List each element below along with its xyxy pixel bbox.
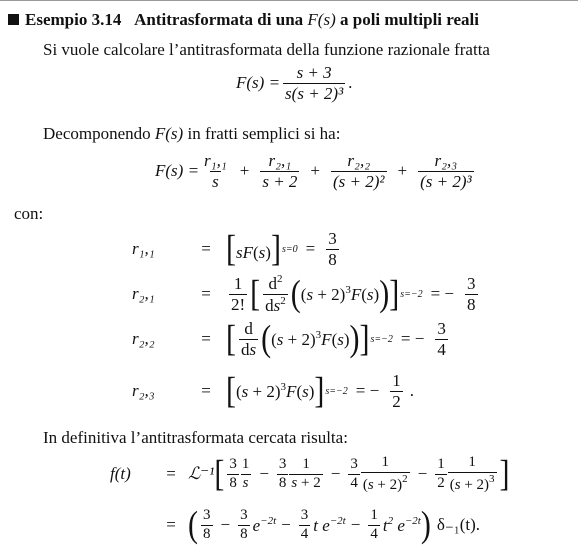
residue-4-lhs: r₂,₃ <box>132 381 155 401</box>
definitiva-text: In definitiva l’antitrasformata cercata risulta: <box>43 428 348 447</box>
ft-line-1: f(t) = ℒ⁻¹ [ $\frac{3}{8}$ $\frac{1}{s}$ − $\frac{3}{8}$ $\frac{1}{s + 2}$ − $\frac{3}{4}$ $\frac{1}{(s + 2)^2}$ − $\frac{1}{2}$ $\frac{1}{(s + 2)^3}$ ] <box>110 453 510 495</box>
eq2-term-1 <box>202 152 229 191</box>
eq2-term-1-den: s <box>212 171 219 191</box>
plus-sign: + <box>310 161 321 181</box>
eq2-term-3-den: (s + 2)² <box>333 171 385 191</box>
eq2-term-1-num: r₁,₁ <box>204 151 227 170</box>
equation-F <box>236 64 352 103</box>
residue-1-value-num: 3 <box>328 229 337 248</box>
residue-row-4: r₂,₃ = [ $(s + 2)^3F(s)$ ] s=−2 = − $\frac{1}{2}$ . <box>132 370 414 412</box>
residue-2-lhs: r₂,₁ <box>132 284 155 304</box>
decomposition-text <box>43 124 340 144</box>
plus-sign: + <box>397 161 408 181</box>
ft-line-2: = ( $\frac{3}{8}$ − $\frac{3}{8}$ $e^{-2t}$ − $\frac{3}{4}$ t $e^{-2t}$ − $\frac{1}{4}$ $t^2$ $e^{-2t}$ ) δ₋₁(t). <box>154 508 480 543</box>
eq2-lhs: F(s) = <box>155 161 200 181</box>
ft-equals: = <box>166 464 176 484</box>
residue-2-value-num: 3 <box>467 274 476 293</box>
eq2-term-2-den: s + 2 <box>262 171 298 191</box>
residue-4-value <box>390 372 403 411</box>
decomp-math: F(s) <box>154 124 184 143</box>
residue-3-eval: s=−2 <box>370 333 393 345</box>
eq1-denominator: s(s + 2)³ <box>285 83 344 103</box>
ft-equals-2: = <box>166 515 176 535</box>
residue-2-value-den: 8 <box>467 294 476 314</box>
residue-4-eval: s=−2 <box>325 385 348 397</box>
example-title-math: F(s) <box>307 10 336 29</box>
eq1-period: . <box>348 73 353 93</box>
residue-row-1: r₁,₁ = [sF(s)] s=0 = $\frac{3}{8}$ <box>132 228 337 270</box>
example-title-prefix: Antitrasformata di una <box>134 10 308 29</box>
residue-4-value-den: 2 <box>392 391 401 411</box>
residue-3-lhs: r₂,₂ <box>132 329 155 349</box>
eq2-term-3-num: r₂,₂ <box>347 151 371 170</box>
example-heading <box>8 10 479 30</box>
residue-1-eval: s=0 <box>281 243 298 255</box>
eq2-term-2 <box>260 152 299 191</box>
laplace-inverse: ℒ⁻¹ <box>188 464 215 484</box>
decomp-suffix: in fratti semplici si ha: <box>183 124 341 143</box>
residue-3-value-num: 3 <box>437 319 446 338</box>
example-title-suffix: a poli multipli reali <box>335 10 479 29</box>
residue-2-eval: s=−2 <box>400 288 423 300</box>
residue-3-value-den: 4 <box>437 339 446 359</box>
residue-row-2: r₂,₁ = $\frac{1}{2!}$ [ $\frac{d^2}{ds^2}$ ( $(s + 2)^3F(s)$ ) ] s=−2 = − $\frac{3}{8}$ <box>132 273 476 315</box>
eq2-term-2-num: r₂,₁ <box>268 151 292 170</box>
residue-4-value-num: 1 <box>392 371 401 390</box>
unit-step: δ₋₁(t). <box>436 515 481 535</box>
eq2-term-3 <box>331 152 387 191</box>
residue-1-lhs: r₁,₁ <box>132 239 155 259</box>
eq2-term-4-num: r₂,₃ <box>434 151 458 170</box>
eq1-fraction <box>283 64 345 103</box>
heading-square-bullet <box>8 14 19 25</box>
top-rule <box>0 0 578 1</box>
eq1-numerator: s + 3 <box>296 63 332 82</box>
decomp-prefix: Decomponendo <box>43 124 155 143</box>
intro-text: Si vuole calcolare l’antitrasformata della funzione razionale fratta <box>43 40 490 59</box>
eq2-term-4 <box>418 152 474 191</box>
eq1-lhs: F(s) = <box>236 73 281 93</box>
residue-1-body: [sF(s)] <box>226 228 281 270</box>
residue-1-value-den: 8 <box>328 249 337 269</box>
con-label: con: <box>14 204 44 223</box>
plus-sign: + <box>239 161 250 181</box>
residue-1-value <box>326 230 339 269</box>
example-number: Esempio 3.14 <box>25 10 122 29</box>
residue-2-value <box>465 275 478 314</box>
residue-row-3: r₂,₂ = [ $\frac{d}{ds}$ ( $(s + 2)^3F(s)$ ) ] s=−2 = − $\frac{3}{4}$ <box>132 318 446 360</box>
ft-lhs: f(t) <box>110 464 131 484</box>
residue-3-value <box>435 320 448 359</box>
eq2-term-4-den: (s + 2)³ <box>420 171 472 191</box>
equation-partial-fractions <box>155 152 477 191</box>
